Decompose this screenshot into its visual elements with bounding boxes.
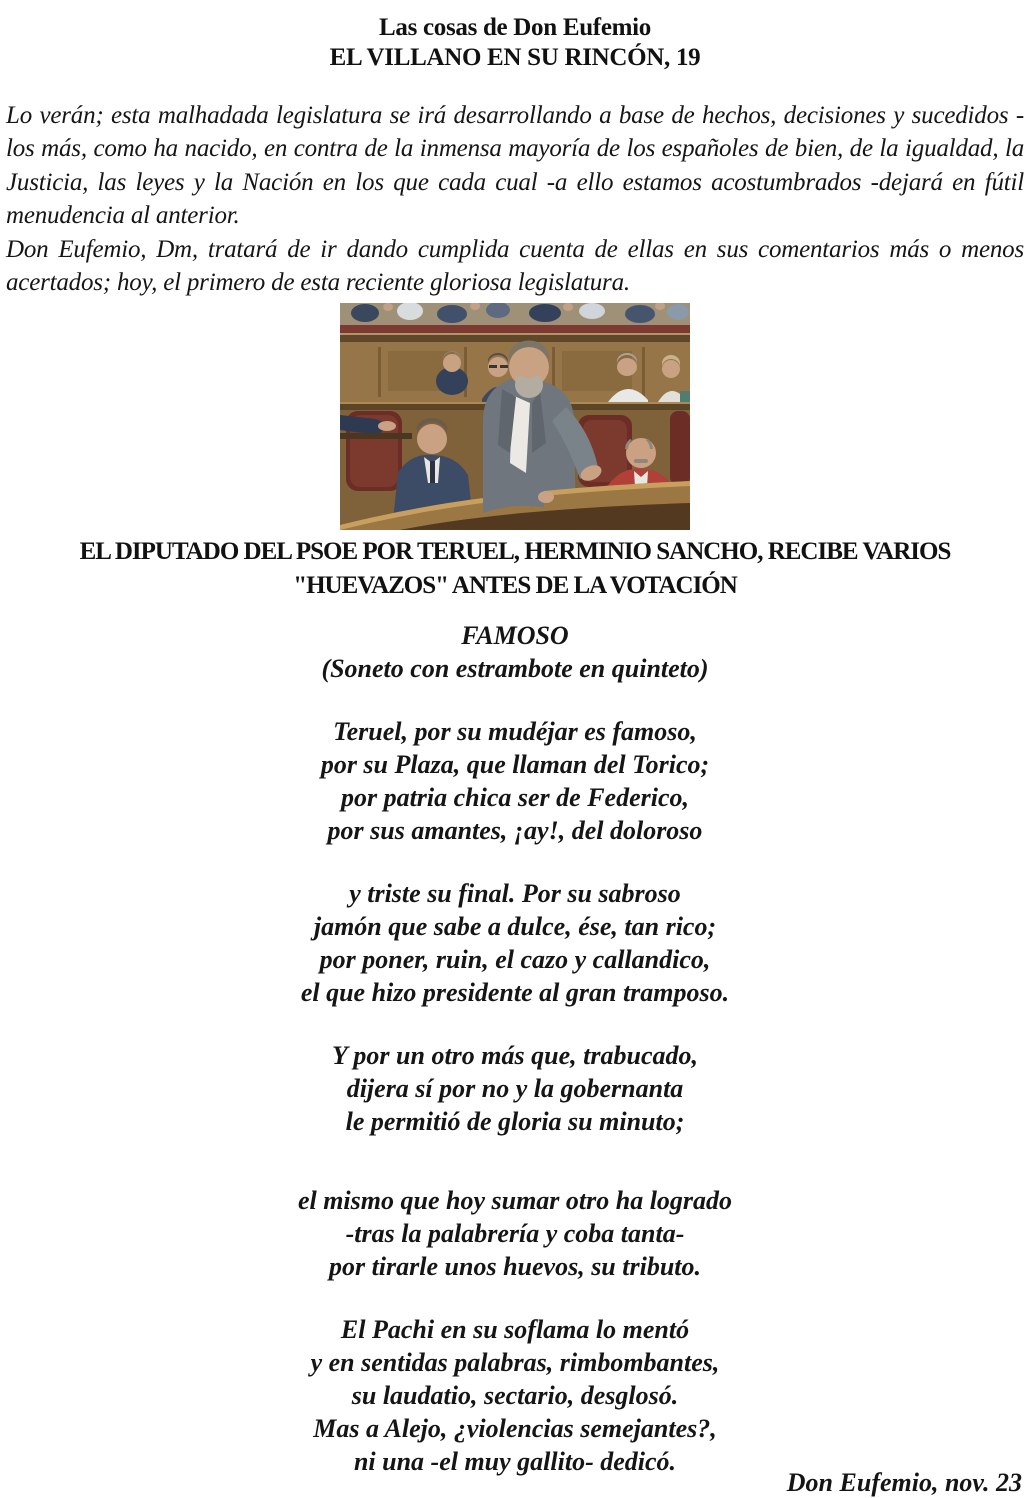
poem-line: por sus amantes, ¡ay!, del doloroso bbox=[327, 816, 703, 846]
poem-line: y triste su final. Por su sabroso bbox=[349, 879, 681, 909]
page-subtitle: EL VILLANO EN SU RINCÓN, 19 bbox=[329, 44, 701, 71]
poem-signature: Don Eufemio, nov. 23 bbox=[786, 1468, 1022, 1498]
congress-photo bbox=[340, 303, 690, 530]
photo-caption bbox=[6, 535, 1024, 603]
page-title: Las cosas de Don Eufemio bbox=[379, 14, 651, 41]
poem-line: El Pachi en su soflama lo mentó bbox=[340, 1315, 690, 1345]
photo-caption-line1: EL DIPUTADO DEL PSOE POR TERUEL, HERMINIO SANCHO, RECIBE VARIOS bbox=[79, 538, 951, 566]
poem-stanza-2 bbox=[6, 877, 1024, 1009]
background-deputy-woman-head bbox=[662, 360, 680, 378]
poem-line: el que hizo presidente al gran tramposo. bbox=[300, 978, 730, 1008]
congress-photo-illustration bbox=[340, 303, 690, 530]
poem-stanzas bbox=[6, 715, 1024, 1478]
poem-line: -tras la palabrería y coba tanta- bbox=[345, 1219, 685, 1249]
poem-line: el mismo que hoy sumar otro ha logrado bbox=[297, 1186, 733, 1216]
red-jacket-deputy-head bbox=[626, 438, 656, 468]
poem-subtitle: (Soneto con estrambote en quinteto) bbox=[321, 654, 709, 684]
poem-stanza-4 bbox=[6, 1184, 1024, 1283]
poem-line: Y por un otro más que, trabucado, bbox=[332, 1041, 698, 1071]
poem-line: y en sentidas palabras, rimbombantes, bbox=[310, 1348, 720, 1378]
poem-line: por patria chica ser de Federico, bbox=[340, 783, 690, 813]
document-header bbox=[6, 13, 1024, 73]
poem-line: dijera sí por no y la gobernanta bbox=[346, 1074, 684, 1104]
intro-paragraph-1: Lo verán; esta malhadada legislatura se irá desarrollando a base de hechos, decisiones y sucedidos -los más, como ha nacido, en contra de la inmensa mayoría de los españoles de bien, de la igualdad, la Justicia, las leyes y la Nación en los que cada cual -a ello estamos acostumbrados -dejará en fútil menudencia al anterior. bbox=[6, 102, 1024, 230]
poem-line: ni una -el muy gallito- dedicó. bbox=[353, 1447, 677, 1477]
poem-line: por su Plaza, que llaman del Torico; bbox=[320, 750, 710, 780]
poem-line: Teruel, por su mudéjar es famoso, bbox=[333, 717, 697, 747]
poem-stanza-5 bbox=[6, 1313, 1024, 1478]
poem-line: por poner, ruin, el cazo y callandico, bbox=[319, 945, 711, 975]
poem-line: le permitió de gloria su minuto; bbox=[345, 1107, 685, 1137]
poem-line: jamón que sabe a dulce, ése, tan rico; bbox=[313, 912, 717, 942]
seated-deputy-head bbox=[417, 424, 447, 454]
intro-paragraph-2: Don Eufemio, Dm, tratará de ir dando cumplida cuenta de ellas en sus comentarios más o menos acertados; hoy, el primero de esta reciente gloriosa legislatura. bbox=[6, 235, 1024, 297]
poem-stanza-1 bbox=[6, 715, 1024, 847]
photo-caption-line2: "HUEVAZOS" ANTES DE LA VOTACIÓN bbox=[293, 572, 737, 600]
poem-line: por tirarle unos huevos, su tributo. bbox=[328, 1252, 702, 1282]
poem-line: su laudatio, sectario, desglosó. bbox=[351, 1381, 679, 1411]
poem-stanza-3 bbox=[6, 1039, 1024, 1138]
poem-title: FAMOSO bbox=[461, 621, 569, 651]
background-deputy-white-shirt-head bbox=[617, 358, 637, 376]
poem-line: Mas a Alejo, ¿violencias semejantes?, bbox=[313, 1414, 717, 1444]
